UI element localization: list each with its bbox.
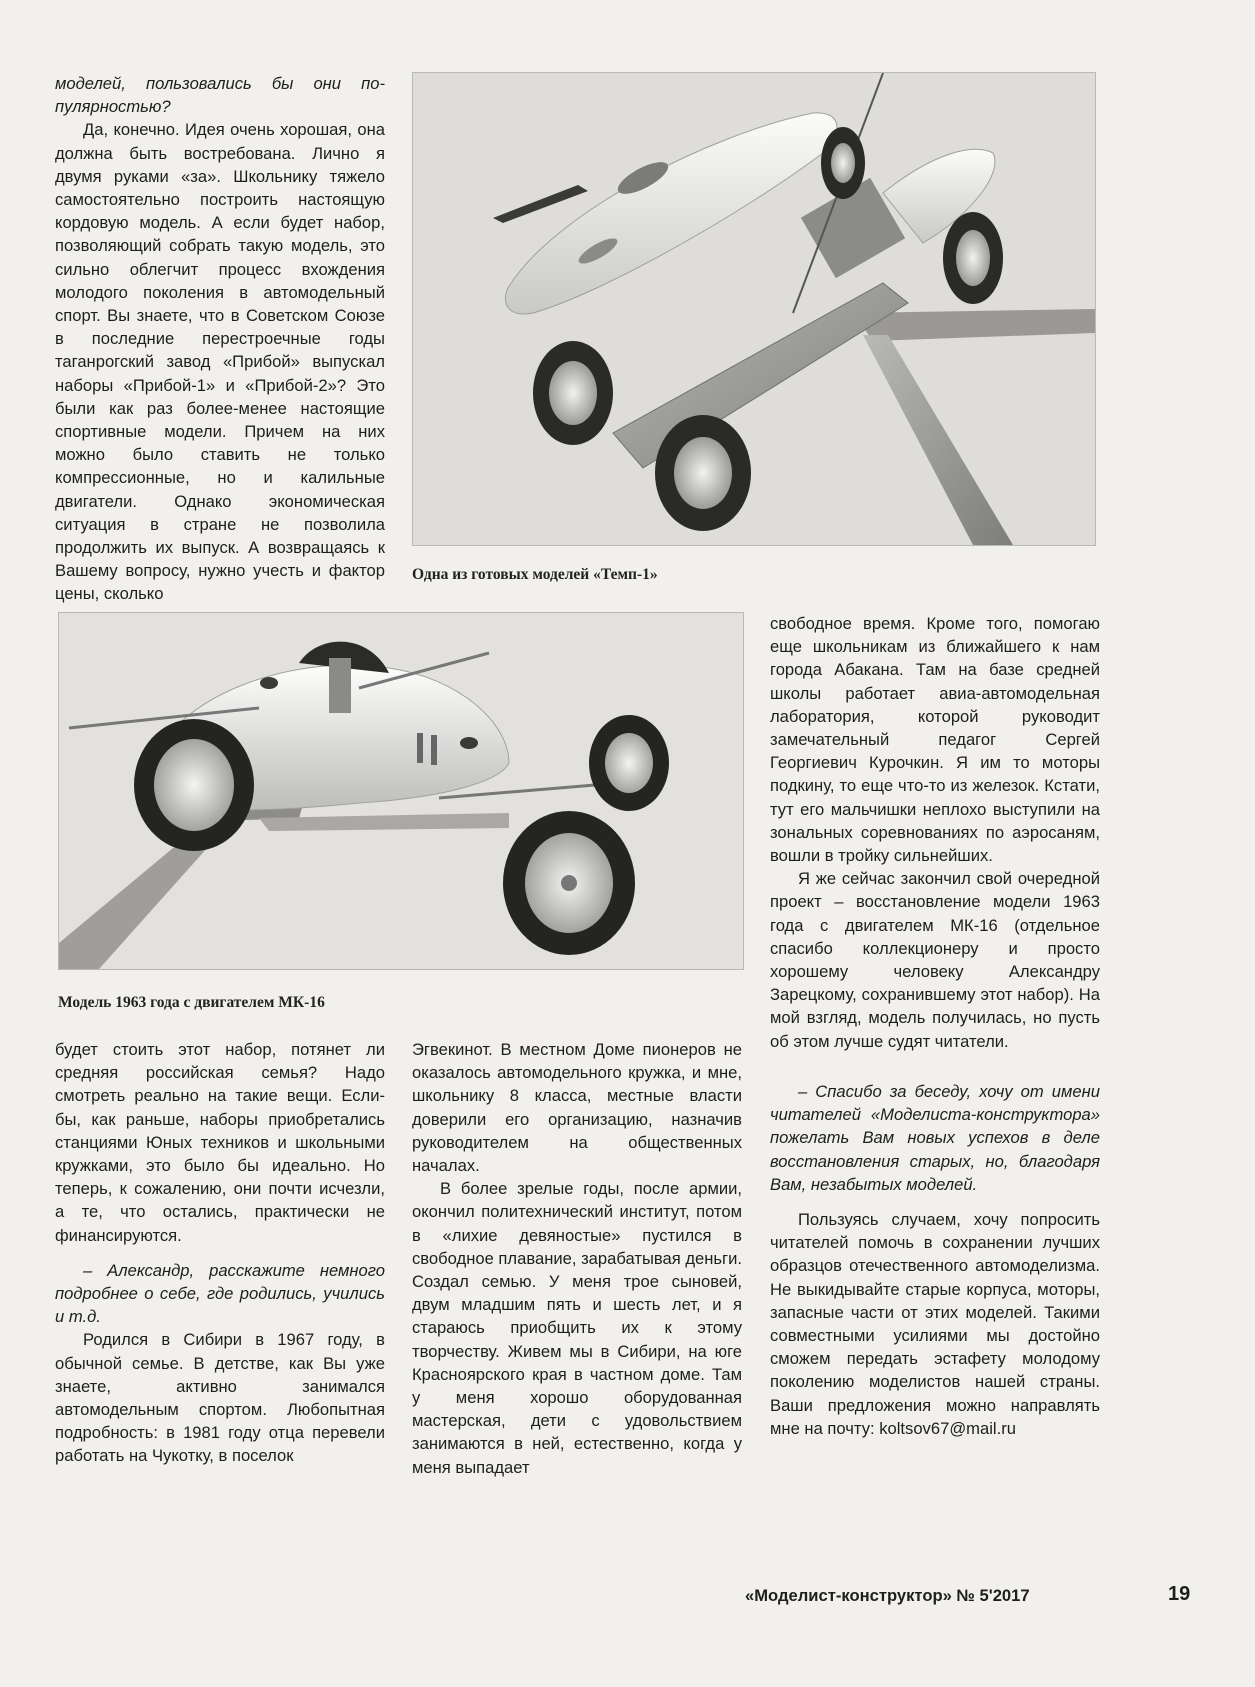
column-top-left (55, 72, 385, 606)
wheel-front-left (533, 341, 613, 445)
paragraph: Пользуясь случаем, хочу попросить читателей помочь в сохранении лучших образцов отечественного автомоделизма. Не выкидывайте старые корпуса, моторы, запасные части от этих моделей. Такими совместными усилиями мы достойно сможем передать эстафету молодому поколению моделистов нашей страны. Ваши предложения можно направлять мне на почту: koltsov67@mail.ru (770, 1210, 1100, 1438)
wheel-front-far (589, 715, 669, 811)
paragraph: Да, конечно. Идея очень хорошая, она должна быть востребована. Лично я двумя руками «за». Школьнику тяжело самостоятельно построить настоящую кордовую модель. А если будет набор, позволяющий собрать такую модель, это сильно облегчит процесс вхождения молодого поколения в автомодельный спорт. Вы знаете, что в Советском Союзе в последние перестроечные годы таганрогский завод «Прибой» выпускал наборы «Прибой-1» и «Прибой-2»? Это были как раз более-менее настоящие спортивные модели. Причем на них можно было ставить не только компрессионные, но и калильные двигатели. Однако экономическая ситуация в стране не позволила продолжить их выпуск. А возвращаясь к Вашему вопросу, нужно учесть и фактор цены, сколько (55, 120, 385, 604)
paragraph: В более зрелые годы, после армии, окончил политехнический институт, потом в «лихие девяностые» пустился в свободное плавание, зарабатывая деньги. Создал семью. У меня трое сыновей, двум младшим пять и шесть лет, и я стараюсь приобщить их к этому творчеству. Живем мы в Сибири, на юге Красноярского края в частном доме. Там у меня хорошо оборудованная мастерская, дети с удовольствием занимаются в ней, естественно, когда у меня выпадает (412, 1179, 742, 1477)
wheel-rear-right (821, 127, 865, 199)
interview-question: – Александр, расскажите немного подробнее о себе, где родились, учились и т.д. (55, 1260, 385, 1327)
wheel-rear (134, 719, 254, 851)
page-number: 19 (1168, 1583, 1191, 1605)
paragraph: Эгвекинот. В местном Доме пионеров не оказалось автомодельного кружка, и мне, школьнику 8 класса, местные власти доверили его организацию, назначив руководителем на общественных началах. (412, 1040, 742, 1176)
paragraph: моделей, пользовались бы они по-пулярностью? (55, 74, 385, 117)
photo-temp1-model (412, 72, 1096, 546)
model-car-illustration (59, 613, 743, 969)
wheel-front-right (943, 212, 1003, 304)
column-right-middle (770, 612, 1100, 1053)
model-car-illustration (413, 73, 1095, 545)
photo-caption-top: Одна из готовых моделей «Темп-1» (412, 566, 658, 583)
column-bottom-right (770, 1080, 1100, 1440)
paragraph: Родился в Сибири в 1967 году, в обычной семье. В детстве, как Вы уже знаете, активно занимался автомодельным спортом. Любопытная подробность: в 1981 году отца перевели работать на Чукотку, в поселок (55, 1330, 385, 1466)
interview-closing: – Спасибо за беседу, хочу от имени читателей «Моделиста-конструктора» пожелать Вам новых успехов в деле восстановления старых, но, благодаря Вам, незабытых моделей. (770, 1082, 1100, 1194)
paragraph: будет стоить этот набор, потянет ли средняя российская семья? Надо смотреть реально на такие вещи. Если-бы, как раньше, наборы приобретались станциями Юных техников и школьными кружками, это было бы идеально. Но теперь, к сожалению, они почти исчезли, а те, что остались, практически не финансируются. (55, 1040, 385, 1245)
paragraph: свободное время. Кроме того, помогаю еще школьникам из ближайшего к нам города Абакана. Там на базе средней школы работает авиа-автомодельная лаборатория, которой руководит замечательный педагог Сергей Георгиевич Курочкин. Я им то моторы подкину, то еще что-то из железок. Кстати, тут его мальчишки неплохо выступили на зональных соревнованиях по аэросаням, вошли в тройку сильнейших. (770, 614, 1100, 866)
photo-caption-middle: Модель 1963 года с двигателем МК-16 (58, 994, 325, 1011)
column-bottom-left (55, 1038, 385, 1468)
column-bottom-middle (412, 1038, 742, 1479)
journal-footer: «Моделист-конструктор» № 5'2017 (745, 1586, 1030, 1605)
paragraph: Я же сейчас закончил свой очередной проект – восстановление модели 1963 года с двигателем МК-16 (отдельное спасибо коллекционеру и просто хорошему человеку Александру Зарецкому, сохранившему этот набор). На мой взгляд, модель получилась, но пусть об этом лучше судят читатели. (770, 869, 1100, 1051)
wheel-front-near (503, 811, 635, 955)
photo-mk16-model (58, 612, 744, 970)
wheel-rear-left (655, 415, 751, 531)
